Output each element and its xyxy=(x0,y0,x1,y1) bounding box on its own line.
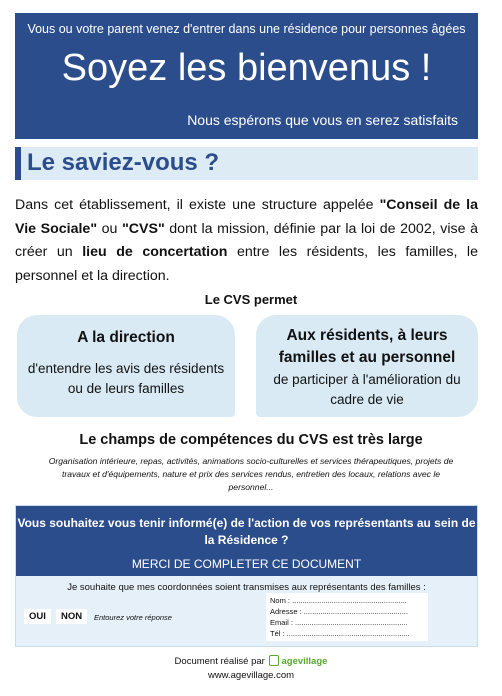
non-option[interactable]: NON xyxy=(56,609,87,624)
bubble-direction-title: A la direction xyxy=(77,329,175,346)
contact-form-header xyxy=(16,506,477,576)
bubble-residents xyxy=(256,315,478,417)
bubble-direction-text: d'entendre les avis des résidents ou de leurs familles xyxy=(27,361,225,396)
intro-bold-1: "Conseil de la Vie Sociale" xyxy=(15,197,478,237)
coord-consent-text: Je souhaite que mes coordonnées soient transmises aux représentants des familles : xyxy=(67,582,426,593)
agevillage-logo-icon xyxy=(269,655,279,666)
intro-bold-2: "CVS" xyxy=(122,220,165,237)
email-field[interactable]: Email : ...................................................... xyxy=(270,618,408,627)
intro-text-2: ou xyxy=(97,220,123,237)
brand-name: agevillage xyxy=(281,656,328,667)
intro-bold-3: lieu de concertation xyxy=(82,244,228,260)
cvs-permet-heading: Le CVS permet xyxy=(204,292,298,307)
footer-merci: MERCI DE COMPLETER CE DOCUMENT xyxy=(131,557,362,571)
did-you-know-banner xyxy=(15,147,478,180)
nom-field[interactable]: Nom : ....................................................... xyxy=(270,596,407,605)
contact-fields xyxy=(266,593,428,641)
banner-title: Le saviez-vous ? xyxy=(27,149,220,176)
bubble-direction xyxy=(17,315,235,417)
entourez-hint: Entourez votre réponse xyxy=(94,613,172,622)
oui-option[interactable]: OUI xyxy=(24,609,51,624)
header-subtitle: Vous ou votre parent venez d'entrer dans une résidence pour personnes âgées xyxy=(27,22,466,36)
intro-paragraph xyxy=(15,194,478,288)
champs-title: Le champs de compétences du CVS est très large xyxy=(79,432,423,448)
bubble-residents-title: Aux résidents, à leurs familles et au personnel xyxy=(278,327,456,366)
header-title: Soyez les bienvenus ! xyxy=(61,47,432,89)
adresse-field[interactable]: Adresse : .................................................. xyxy=(270,607,408,616)
credits-line xyxy=(0,655,502,667)
intro-text-4: entre les résidents, les familles, le personnel et la direction. xyxy=(15,244,478,284)
bubble-residents-text: de participer à l'amélioration du cadre de vie xyxy=(273,372,461,407)
intro-text-1: Dans cet établissement, il existe une structure appelée xyxy=(15,197,380,213)
intro-text-3: dont la mission, définie par la loi de 2002, vise à créer un xyxy=(15,220,478,260)
website-link[interactable]: www.agevillage.com xyxy=(207,670,295,681)
credits-text: Document réalisé par xyxy=(174,656,265,667)
welcome-header xyxy=(15,13,478,139)
tel-field[interactable]: Tél : ........................................................... xyxy=(270,629,410,638)
contact-form-box xyxy=(15,505,478,647)
footer-question: Vous souhaitez vous tenir informé(e) de l'action de vos représentants au sein de la Résidence ? xyxy=(17,516,476,547)
champs-text: Organisation intérieure, repas, activités, animations socio-culturelles et services thérapeutiques, projets de travaux et d'équipements, nature et prix des services rendus, entretien des locaux, relations avec le personnel... xyxy=(48,456,454,492)
header-hope: Nous espérons que vous en serez satisfaits xyxy=(187,112,458,128)
